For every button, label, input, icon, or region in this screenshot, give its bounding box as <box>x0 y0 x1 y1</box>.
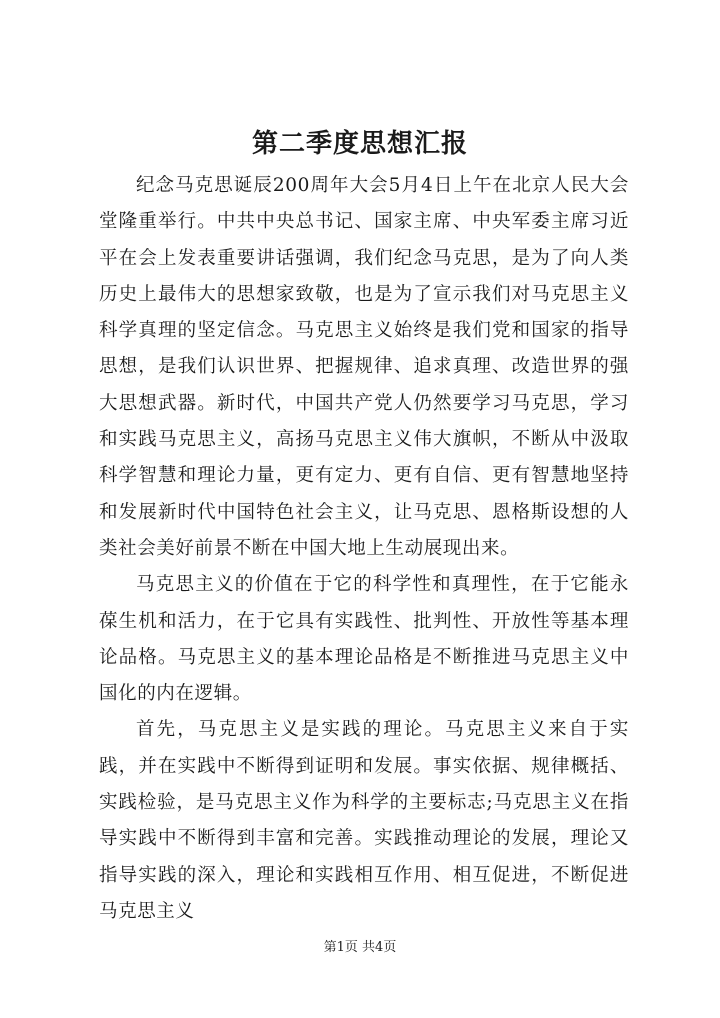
paragraph-1: 纪念马克思诞辰200周年大会5月4日上午在北京人民大会堂隆重举行。中共中央总书记、国家主席、中央军委主席习近平在会上发表重要讲话强调，我们纪念马克思，是为了向人类历史上最伟大的思想家致敬，也是为了宣示我们对马克思主义科学真理的坚定信念。马克思主义始终是我们党和国家的指导思想，是我们认识世界、把握规律、追求真理、改造世界的强大思想武器。新时代，中国共产党人仍然要学习马克思，学习和实践马克思主义，高扬马克思主义伟大旗帜，不断从中汲取科学智慧和理论力量，更有定力、更有自信、更有智慧地坚持和发展新时代中国特色社会主义，让马克思、恩格斯设想的人类社会美好前景不断在中国大地上生动展现出来。 <box>99 175 629 559</box>
paragraph-3: 首先，马克思主义是实践的理论。马克思主义来自于实践，并在实践中不断得到证明和发展。事实依据、规律概括、实践检验，是马克思主义作为科学的主要标志;马克思主义在指导实践中不断得到丰富和完善。实践推动理论的发展，理论又指导实践的深入，理论和实践相互作用、相互促进，不断促进马克思主义 <box>99 719 629 922</box>
document-body <box>99 168 629 930</box>
page-title: 第二季度思想汇报 <box>251 129 468 159</box>
page-footer: 第1页 共4页 <box>323 940 397 955</box>
paragraph-2: 马克思主义的价值在于它的科学性和真理性，在于它能永葆生机和活力，在于它具有实践性、批判性、开放性等基本理论品格。马克思主义的基本理论品格是不断推进马克思主义中国化的内在逻辑。 <box>99 574 629 705</box>
